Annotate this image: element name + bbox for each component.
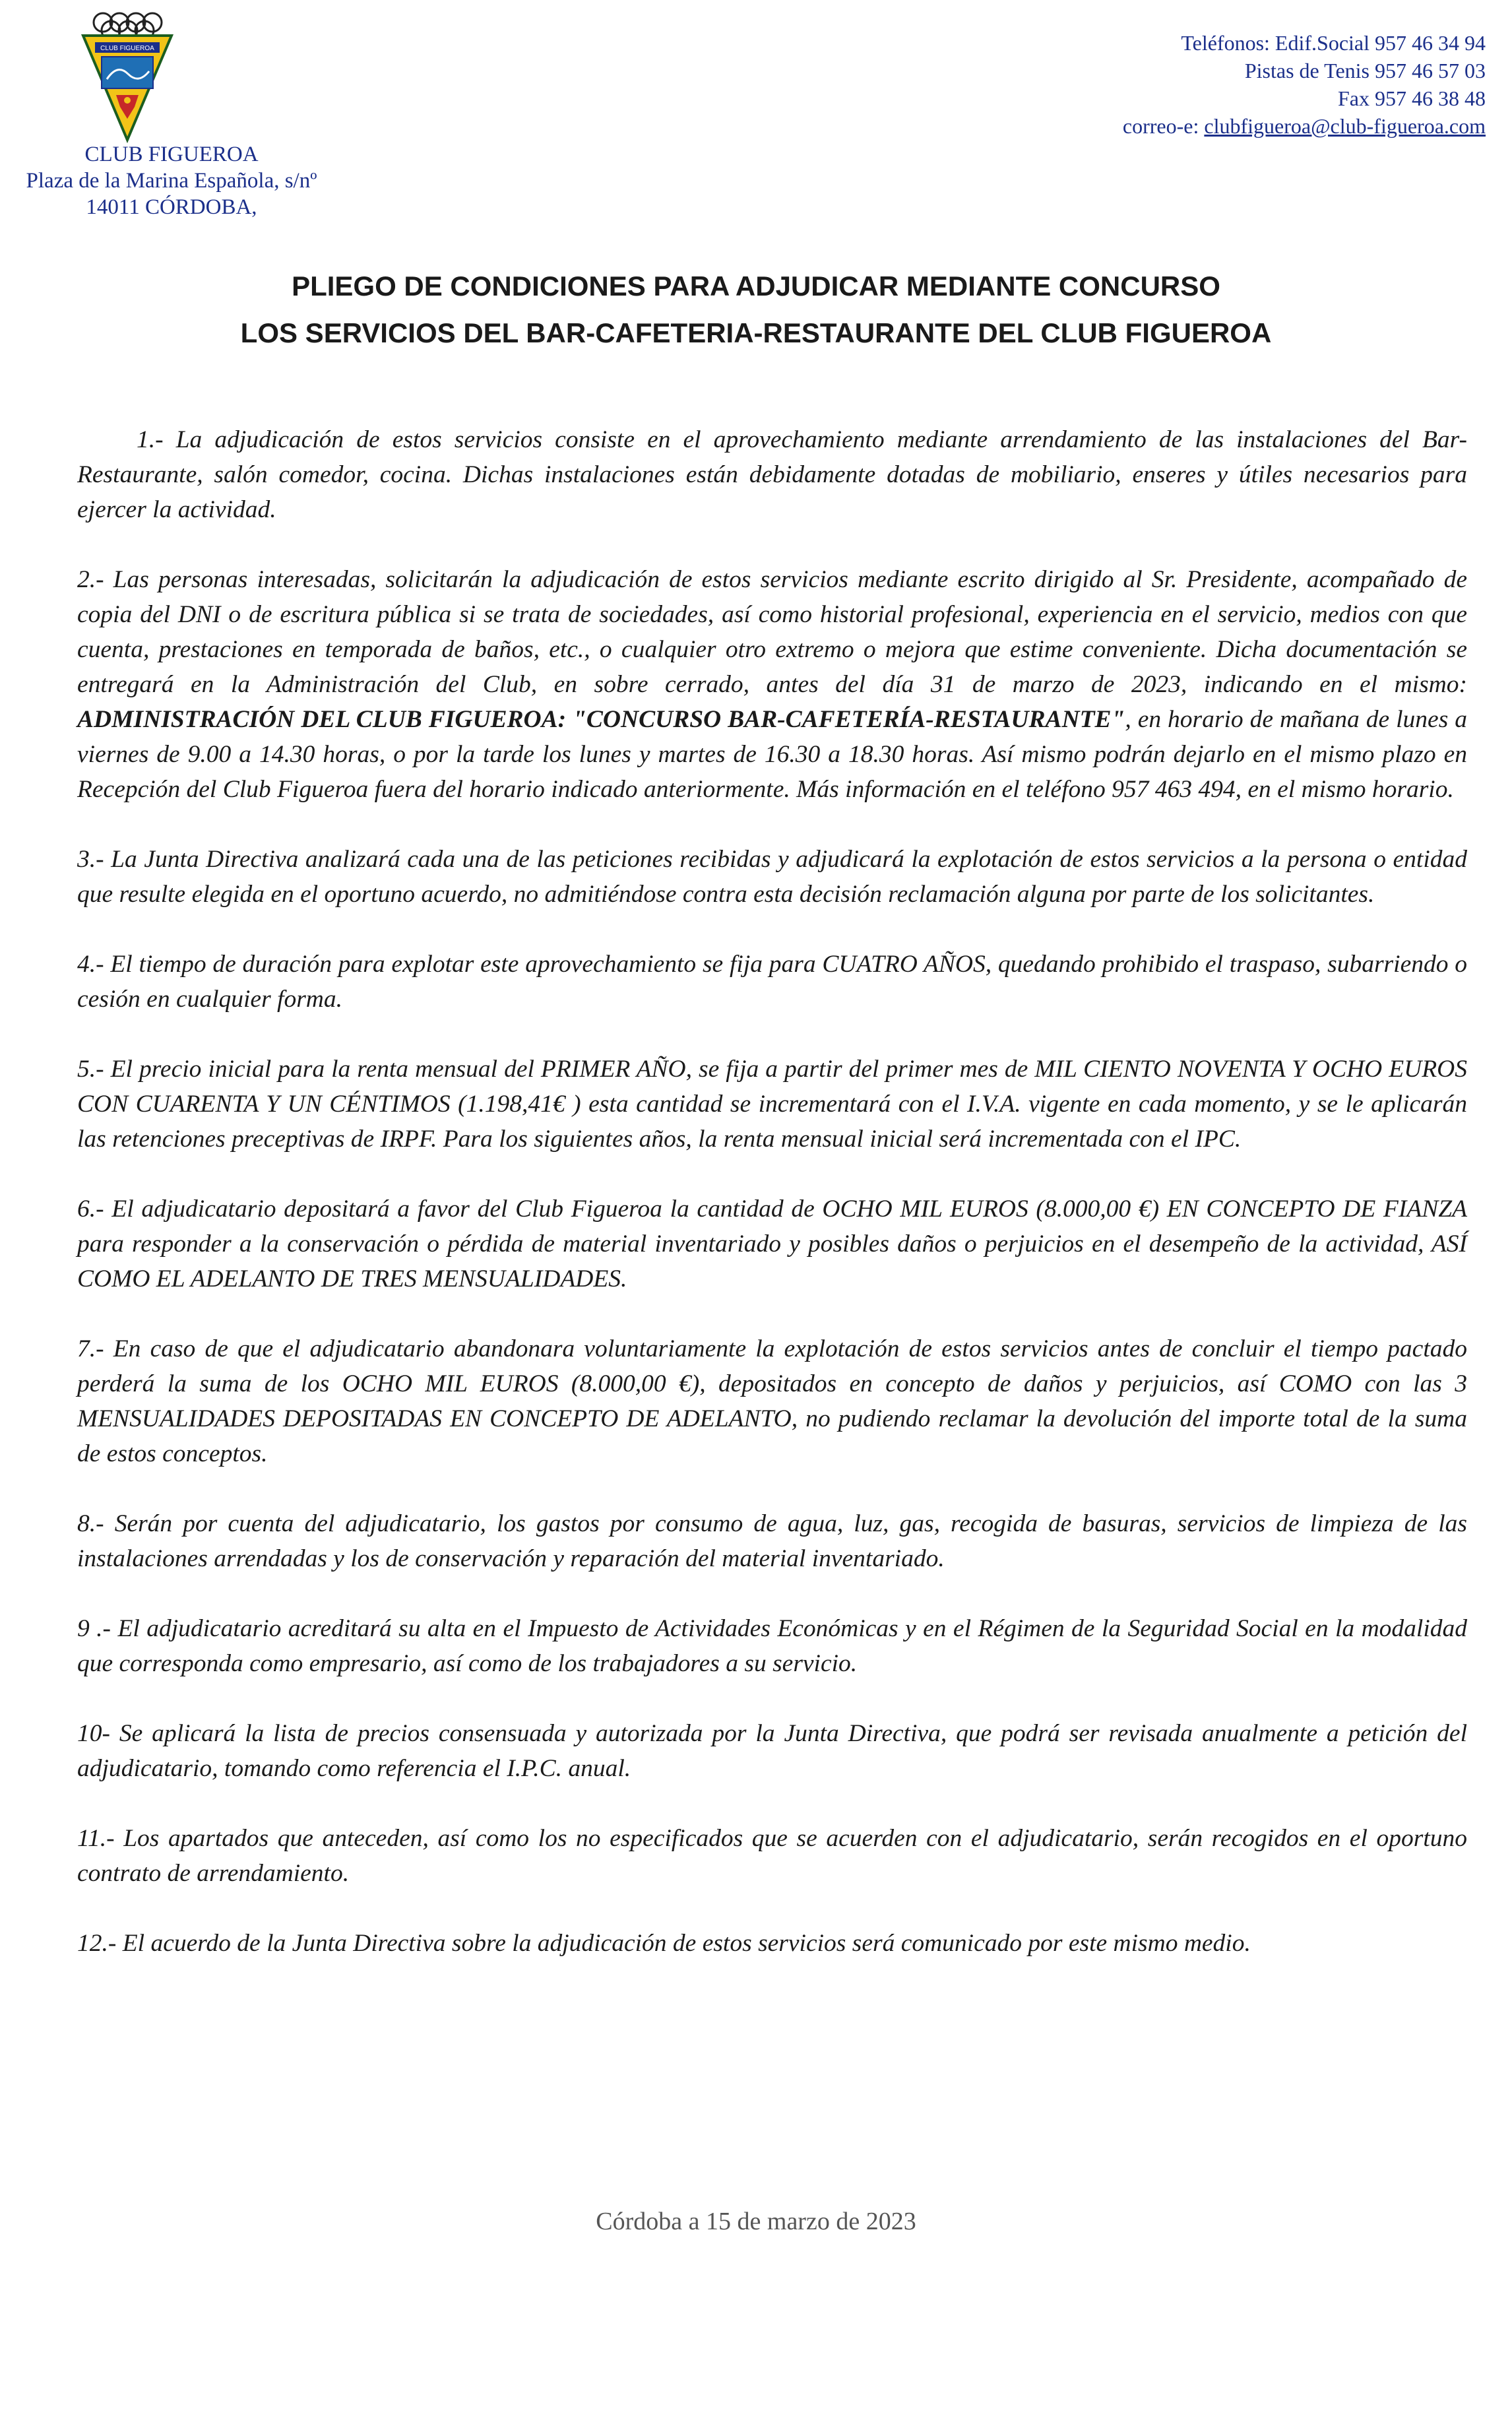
email-label: correo-e:	[1122, 114, 1205, 138]
clause-10: 10- Se aplicará la lista de precios consensuada y autorizada por la Junta Directiva, que podrá ser revisada anualmente a petición del adjudicatario, tomando como referencia el I.P.C. anual.	[77, 1720, 1467, 1782]
clause-7: 7.- En caso de que el adjudicatario abandonara voluntariamente la explotación de estos servicios antes de concluir el tiempo pactado perderá la suma de los OCHO MIL EUROS (8.000,00 €), depositados en concepto de daños y perjuicios, así COMO con las 3 MENSUALIDADES DEPOSITADAS EN CONCEPTO DE ADELANTO, no pudiendo reclamar la devolución del importe total de la suma de estos conceptos.	[77, 1335, 1467, 1467]
email-link[interactable]: clubfigueroa@club-figueroa.com	[1204, 114, 1486, 138]
title-line-2: LOS SERVICIOS DEL BAR-CAFETERIA-RESTAURANTE DEL CLUB FIGUEROA	[240, 317, 1272, 348]
clause-12: 12.- El acuerdo de la Junta Directiva sobre la adjudicación de estos servicios será comunicado por este mismo medio.	[77, 1930, 1251, 1957]
logo-badge-text: CLUB FIGUEROA	[100, 45, 154, 52]
email-line	[984, 112, 1486, 140]
fax-number: Fax 957 46 38 48	[1338, 86, 1486, 110]
clause-2-text-b: , en horario de mañana de lunes a viernes de 9.00 a 14.30 horas, o por la tarde los lunes y martes de 16.30 a 18.30 horas. Así mismo podrán dejarlo en el mismo plazo en Recepción del Club Figueroa fuera del horario indicado anteriormente. Más información en el teléfono 957 463 494, en el mismo horario.	[77, 706, 1467, 803]
club-city-line: 14011 CÓRDOBA,	[86, 195, 257, 219]
clause-1: 1.- La adjudicación de estos servicios consiste en el aprovechamiento mediante arrendamiento de las instalaciones del Bar-Restaurante, salón comedor, cocina. Dichas instalaciones están debidamente dotadas de mobiliario, enseres y útiles necesarios para ejercer la actividad.	[77, 426, 1467, 523]
club-logo	[78, 8, 177, 143]
clause-2-emphasis: ADMINISTRACIÓN DEL CLUB FIGUEROA: "CONCURSO BAR-CAFETERÍA-RESTAURANTE"	[77, 706, 1125, 733]
clause-3: 3.- La Junta Directiva analizará cada una de las peticiones recibidas y adjudicará la explotación de estos servicios a la persona o entidad que resulte elegida en el oportuno acuerdo, no admitiéndose contra esta decisión reclamación alguna por parte de los solicitantes.	[77, 846, 1467, 908]
club-address-block	[20, 141, 323, 220]
clause-5: 5.- El precio inicial para la renta mensual del PRIMER AÑO, se fija a partir del primer mes de MIL CIENTO NOVENTA Y OCHO EUROS CON CUARENTA Y UN CÉNTIMOS (1.198,41€ ) esta cantidad se incrementará con el I.V.A. vigente en cada momento, y se le aplicarán las retenciones preceptivas de IRPF. Para los siguientes años, la renta mensual inicial será incrementada con el IPC.	[77, 1056, 1467, 1153]
clause-4: 4.- El tiempo de duración para explotar este aprovechamiento se fija para CUATRO AÑOS, quedando prohibido el traspaso, subarriendo o cesión en cualquier forma.	[77, 951, 1467, 1013]
phone-tennis: Pistas de Tenis 957 46 57 03	[1244, 59, 1486, 82]
club-name: CLUB FIGUEROA	[84, 143, 259, 166]
club-address-line: Plaza de la Marina Española, s/nº	[26, 169, 317, 193]
club-crest-icon	[78, 8, 177, 143]
conditions-body	[77, 422, 1467, 1996]
contact-block	[984, 29, 1486, 140]
clause-2	[77, 562, 1467, 807]
clause-2-text-a: 2.- Las personas interesadas, solicitarán la adjudicación de estos servicios mediante escrito dirigido al Sr. Presidente, acompañado de copia del DNI o de escritura pública si se trata de sociedades, así como historial profesional, experiencia en el servicio, medios con que cuenta, prestaciones en temporada de baños, etc., o cualquier otro extremo o mejora que estime conveniente. Dicha documentación se entregará en la Administración del Club, en sobre cerrado, antes del día 31 de marzo de 2023, indicando en el mismo:	[77, 566, 1467, 698]
clause-6: 6.- El adjudicatario depositará a favor del Club Figueroa la cantidad de OCHO MIL EUROS (8.000,00 €) EN CONCEPTO DE FIANZA para responder a la conservación o pérdida de material inventariado y posibles daños o perjuicios en el desempeño de la actividad, ASÍ COMO EL ADELANTO DE TRES MENSUALIDADES.	[77, 1195, 1467, 1292]
title-line-1: PLIEGO DE CONDICIONES PARA ADJUDICAR MEDIANTE CONCURSO	[292, 271, 1220, 302]
document-title	[0, 263, 1512, 356]
clause-11: 11.- Los apartados que anteceden, así como los no especificados que se acuerden con el adjudicatario, serán recogidos en el oportuno contrato de arrendamiento.	[77, 1825, 1467, 1887]
clause-9: 9 .- El adjudicatario acreditará su alta en el Impuesto de Actividades Económicas y en el Régimen de la Seguridad Social en la modalidad que corresponda como empresario, así como de los trabajadores a su servicio.	[77, 1615, 1467, 1677]
phone-social: Teléfonos: Edif.Social 957 46 34 94	[1181, 31, 1486, 55]
date-line: Córdoba a 15 de marzo de 2023	[596, 2208, 916, 2235]
clause-8: 8.- Serán por cuenta del adjudicatario, los gastos por consumo de agua, luz, gas, recogida de basuras, servicios de limpieza de las instalaciones arrendadas y los de conservación y reparación del material inventariado.	[77, 1510, 1467, 1572]
